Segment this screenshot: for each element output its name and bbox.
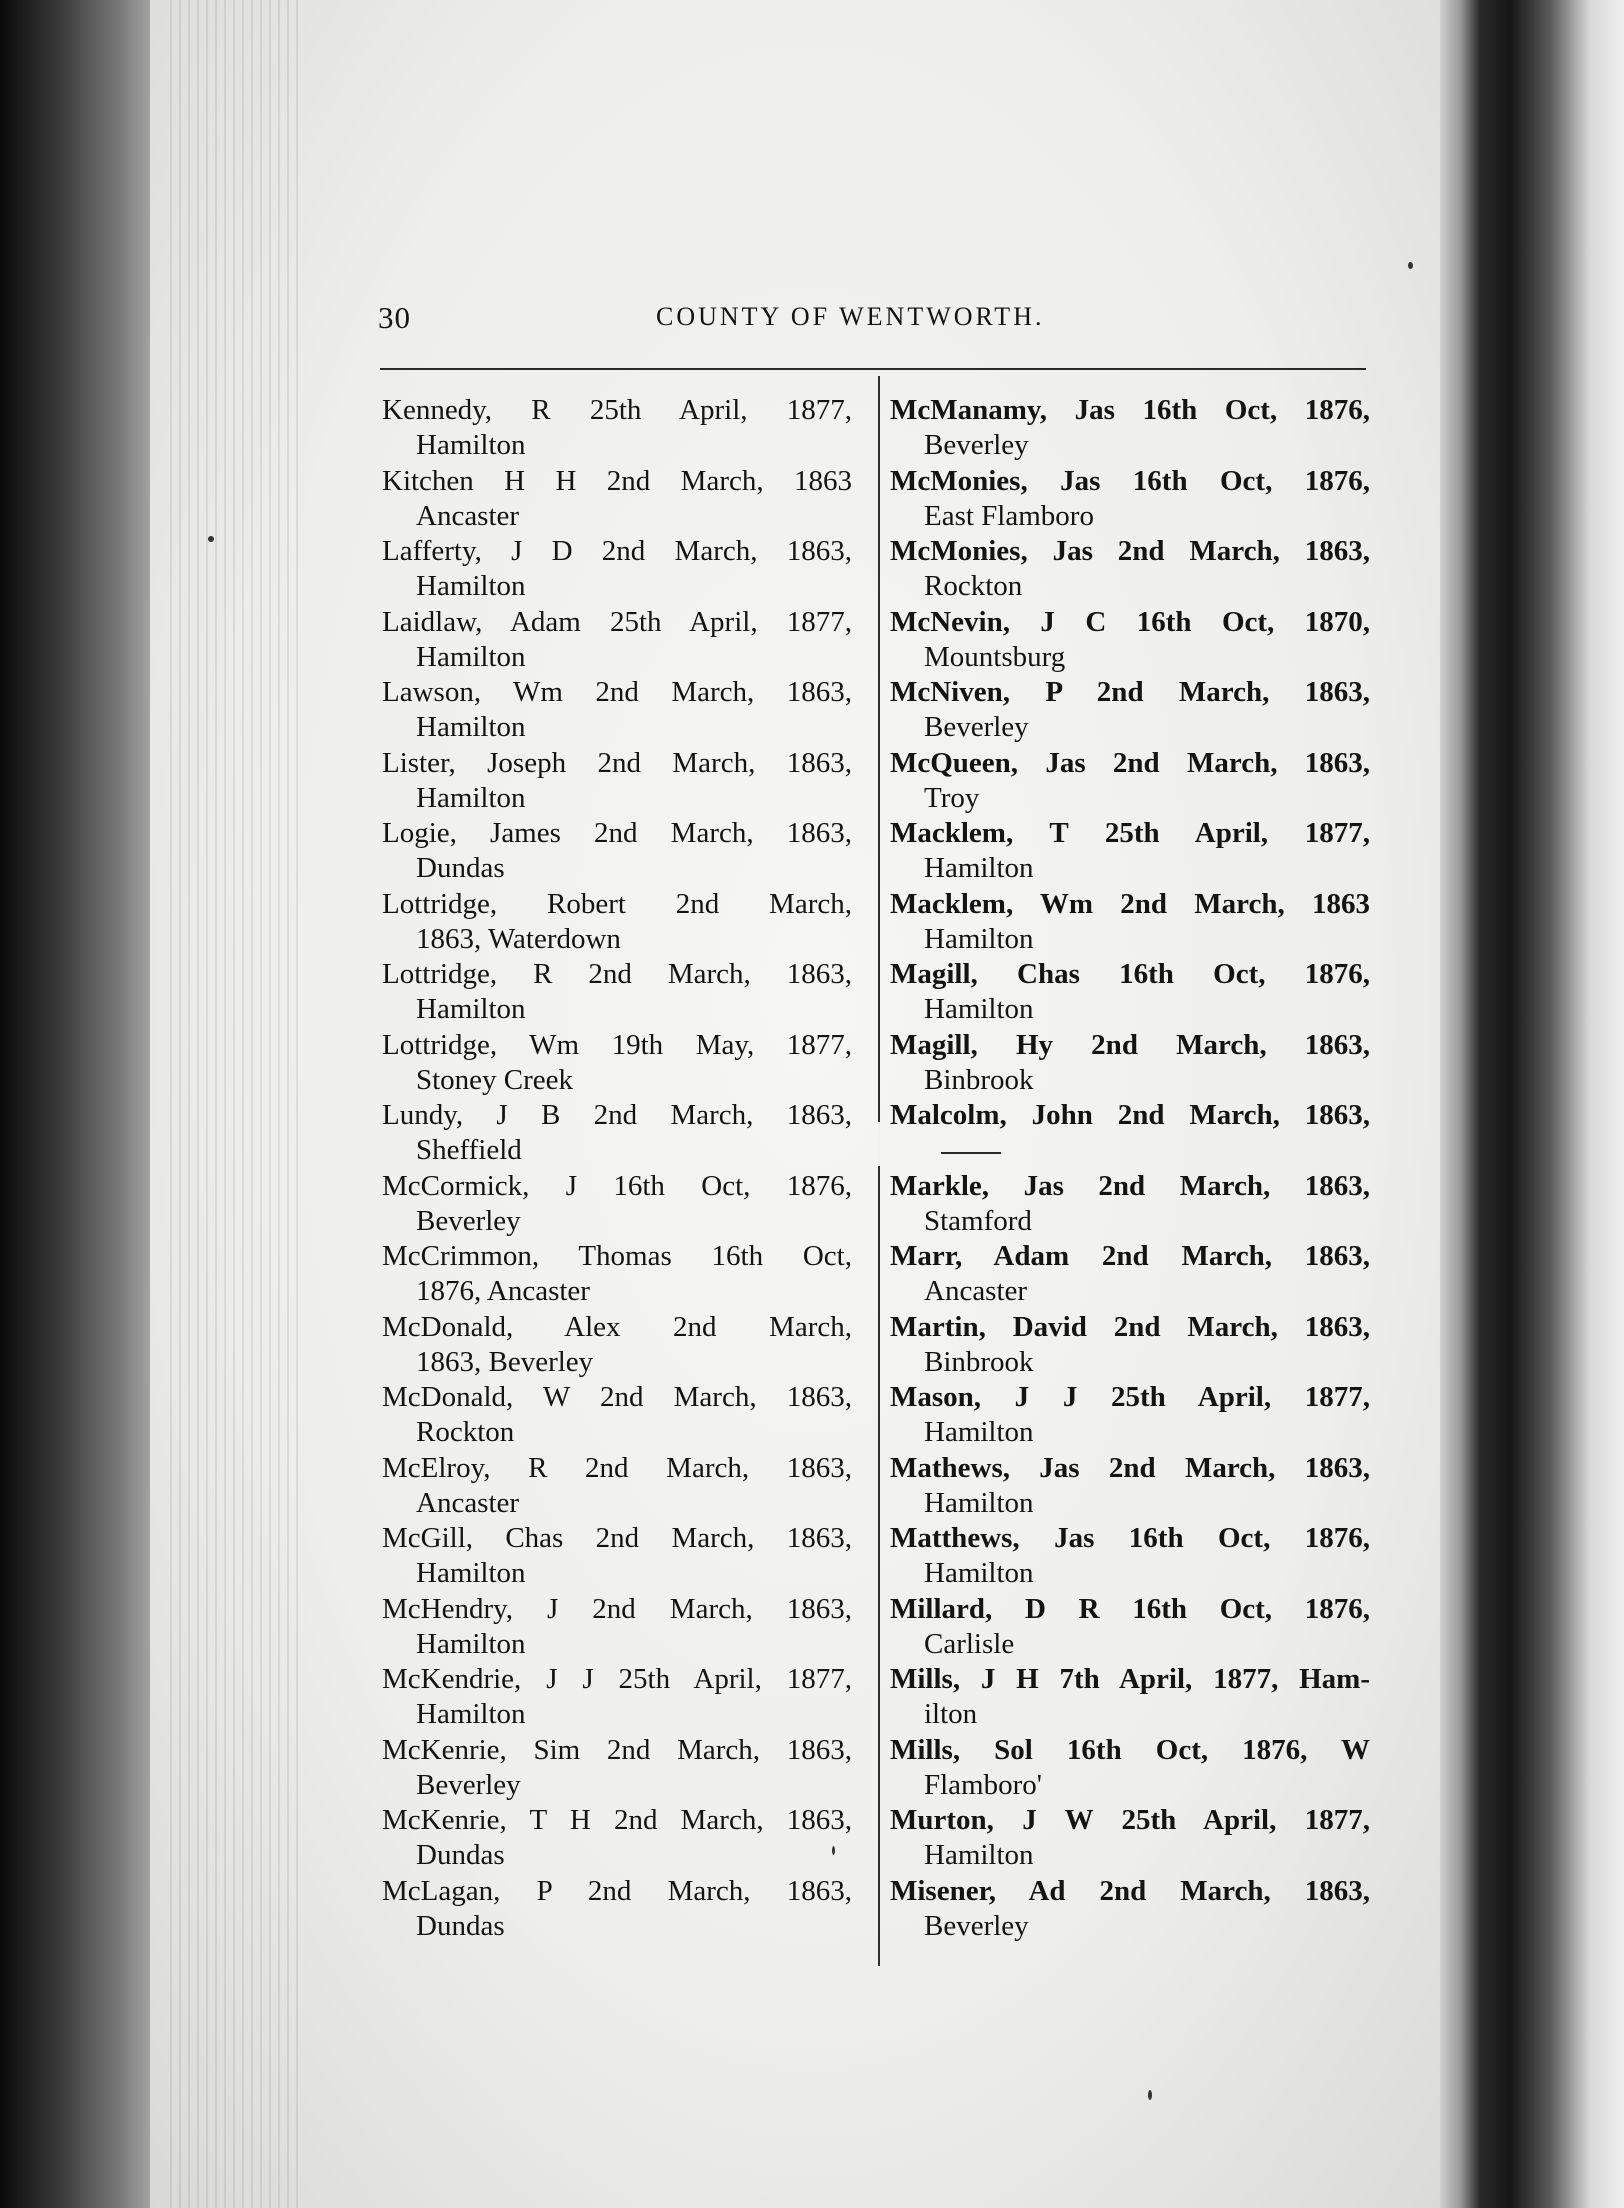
entry-line-2: ilton [924, 1698, 978, 1730]
directory-entry [382, 887, 852, 958]
entry-line-1: Lottridge, R 2nd March, 1863, [382, 958, 852, 990]
entry-line-2: Hamilton [416, 1698, 526, 1730]
entry-line-2: Beverley [924, 1909, 1029, 1942]
running-head [378, 300, 1370, 340]
entry-line-2: Troy [924, 781, 980, 814]
entry-line-1: Markle, Jas 2nd March, 1863, [890, 1169, 1370, 1202]
entry-line-1: McKendrie, J J 25th April, 1877, [382, 1663, 852, 1695]
entry-line-1: McMonies, Jas 16th Oct, 1876, [890, 464, 1370, 497]
directory-entry [382, 1098, 852, 1169]
entry-line-1: Murton, J W 25th April, 1877, [890, 1804, 1370, 1836]
entry-line-2: Hamilton [416, 1627, 526, 1660]
entry-line-2: Ancaster [924, 1275, 1028, 1307]
binding-shadow [1440, 0, 1624, 2208]
entry-line-1: Lawson, Wm 2nd March, 1863, [382, 676, 852, 708]
entry-line-1: Lafferty, J D 2nd March, 1863, [382, 535, 852, 567]
directory-entry [382, 1169, 852, 1240]
entry-line-2: Binbrook [924, 1345, 1034, 1378]
entry-line-2: 1863, Beverley [416, 1345, 594, 1378]
directory-entry [890, 1521, 1370, 1592]
entry-line-1: Lundy, J B 2nd March, 1863, [382, 1099, 852, 1131]
entry-line-2: Beverley [416, 1204, 521, 1237]
entry-line-1: McCormick, J 16th Oct, 1876, [382, 1169, 852, 1202]
entry-line-2: Hamilton [924, 852, 1034, 884]
directory-entry [890, 1803, 1370, 1874]
entry-line-1: Kitchen H H 2nd March, 1863 [382, 464, 852, 497]
directory-entry [890, 393, 1370, 464]
entry-line-2: Rockton [416, 1416, 515, 1448]
directory-entry [382, 816, 852, 887]
entry-line-1: Matthews, Jas 16th Oct, 1876, [890, 1522, 1370, 1554]
directory-entry [890, 534, 1370, 605]
entry-line-2: Hamilton [416, 640, 526, 673]
entry-line-1: McDonald, W 2nd March, 1863, [382, 1381, 852, 1413]
entry-line-1: Lottridge, Wm 19th May, 1877, [382, 1028, 852, 1061]
entry-line-2: Beverley [924, 429, 1029, 461]
entry-line-1: Malcolm, John 2nd March, 1863, [890, 1099, 1370, 1131]
entry-line-2: Hamilton [416, 570, 526, 602]
entry-line-2: Hamilton [924, 1557, 1034, 1589]
entry-line-2: Dundas [416, 1839, 505, 1871]
entry-line-2: 1863, Waterdown [416, 922, 621, 955]
entry-line-1: Macklem, Wm 2nd March, 1863 [890, 887, 1370, 920]
entry-line-1: McLagan, P 2nd March, 1863, [382, 1874, 852, 1907]
entry-line-1: Magill, Chas 16th Oct, 1876, [890, 958, 1370, 990]
directory-entry [890, 746, 1370, 817]
entry-line-1: McKenrie, Sim 2nd March, 1863, [382, 1733, 852, 1766]
directory-entry [890, 1380, 1370, 1451]
entry-line-1: Misener, Ad 2nd March, 1863, [890, 1874, 1370, 1907]
directory-entry [890, 1028, 1370, 1099]
entry-line-1: McHendry, J 2nd March, 1863, [382, 1592, 852, 1625]
column-divider [878, 376, 880, 1966]
directory-entry [890, 816, 1370, 887]
directory-entry [382, 1874, 852, 1945]
entry-line-1: McElroy, R 2nd March, 1863, [382, 1451, 852, 1484]
entry-line-2: Carlisle [924, 1627, 1015, 1660]
entry-line-1: McQueen, Jas 2nd March, 1863, [890, 746, 1370, 779]
entry-line-2: Stamford [924, 1204, 1032, 1237]
directory-entry [890, 675, 1370, 746]
entry-line-1: Mason, J J 25th April, 1877, [890, 1381, 1370, 1413]
entry-line-1: McMonies, Jas 2nd March, 1863, [890, 535, 1370, 567]
scan-speck [208, 536, 214, 542]
entry-line-1: Logie, James 2nd March, 1863, [382, 817, 852, 849]
entry-line-2: Hamilton [924, 922, 1034, 955]
entry-line-2: Sheffield [416, 1134, 522, 1166]
entry-line-2: Beverley [416, 1768, 521, 1801]
entry-line-2: Binbrook [924, 1063, 1034, 1096]
directory-entry [382, 1310, 852, 1381]
entry-line-1: Lister, Joseph 2nd March, 1863, [382, 746, 852, 779]
entry-line-2: Stoney Creek [416, 1063, 574, 1096]
right-column [890, 393, 1370, 1944]
entry-line-2: Mountsburg [924, 640, 1066, 673]
directory-entry [382, 746, 852, 817]
directory-entry [382, 1662, 852, 1733]
entry-line-1: Martin, David 2nd March, 1863, [890, 1310, 1370, 1343]
entry-line-2: Ancaster [416, 1486, 520, 1519]
entry-line-1: Mills, J H 7th April, 1877, Ham- [890, 1663, 1370, 1695]
entry-line-1: Laidlaw, Adam 25th April, 1877, [382, 605, 852, 638]
directory-entry [890, 887, 1370, 958]
entry-line-1: Lottridge, Robert 2nd March, [382, 887, 852, 920]
entry-line-2: East Flamboro [924, 499, 1094, 532]
entry-line-1: Marr, Adam 2nd March, 1863, [890, 1240, 1370, 1272]
entry-line-1: McDonald, Alex 2nd March, [382, 1310, 852, 1343]
scan-speck [1148, 2090, 1152, 2100]
entry-line-1: Kennedy, R 25th April, 1877, [382, 394, 852, 426]
entry-line-2: Rockton [924, 570, 1023, 602]
directory-entry [382, 957, 852, 1028]
directory-entry [890, 1662, 1370, 1733]
column-divider-gap [878, 1122, 880, 1166]
directory-entry [382, 534, 852, 605]
entry-line-2: Hamilton [924, 1839, 1034, 1871]
page-edge-stripes [170, 0, 300, 2208]
directory-entry [890, 1592, 1370, 1663]
directory-entry [890, 1098, 1370, 1169]
directory-entry [382, 393, 852, 464]
directory-entry [382, 1380, 852, 1451]
entry-line-1: McGill, Chas 2nd March, 1863, [382, 1522, 852, 1554]
entry-line-1: Mathews, Jas 2nd March, 1863, [890, 1451, 1370, 1484]
entry-line-2: Dundas [416, 852, 505, 884]
directory-entry [890, 957, 1370, 1028]
directory-entry [890, 1169, 1370, 1240]
entry-line-1: McCrimmon, Thomas 16th Oct, [382, 1240, 852, 1272]
directory-entry [890, 1451, 1370, 1522]
entry-line-2: Hamilton [416, 1557, 526, 1589]
entry-line-1: McNevin, J C 16th Oct, 1870, [890, 605, 1370, 638]
entry-line-2: 1876, Ancaster [416, 1275, 590, 1307]
page-number: 30 [378, 300, 411, 335]
left-column [382, 393, 852, 1944]
directory-entry [382, 1239, 852, 1310]
directory-entry [382, 1803, 852, 1874]
page-title: COUNTY OF WENTWORTH. [656, 302, 1045, 331]
directory-entry [382, 675, 852, 746]
entry-line-1: McManamy, Jas 16th Oct, 1876, [890, 394, 1370, 426]
entry-line-1: Millard, D R 16th Oct, 1876, [890, 1592, 1370, 1625]
entry-line-2: Hamilton [416, 429, 526, 461]
entry-line-2: Beverley [924, 711, 1029, 743]
scan-speck [1408, 262, 1413, 269]
header-rule [380, 368, 1366, 370]
directory-entry [382, 605, 852, 676]
directory-entry [382, 464, 852, 535]
entry-line-2: Hamilton [416, 711, 526, 743]
directory-entry [382, 1733, 852, 1804]
directory-entry [890, 1310, 1370, 1381]
scan-speck [832, 1846, 835, 1855]
entry-line-1: Mills, Sol 16th Oct, 1876, W [890, 1733, 1370, 1766]
entry-line-1: Macklem, T 25th April, 1877, [890, 817, 1370, 849]
entry-line-1: McNiven, P 2nd March, 1863, [890, 676, 1370, 708]
directory-entry [890, 1239, 1370, 1310]
entry-line-1: McKenrie, T H 2nd March, 1863, [382, 1804, 852, 1836]
directory-entry [382, 1451, 852, 1522]
entry-line-2: Hamilton [416, 781, 526, 814]
directory-entry [890, 464, 1370, 535]
directory-entry [382, 1592, 852, 1663]
entry-line-2: Hamilton [924, 993, 1034, 1025]
entry-line-2: Ancaster [416, 499, 520, 532]
directory-entry [890, 1874, 1370, 1945]
directory-entry [382, 1028, 852, 1099]
entry-line-2: Dundas [416, 1909, 505, 1942]
entry-line-2: Hamilton [924, 1486, 1034, 1519]
directory-entry [382, 1521, 852, 1592]
entry-line-2: Hamilton [416, 993, 526, 1025]
directory-entry [890, 605, 1370, 676]
entry-line-2: Hamilton [924, 1416, 1034, 1448]
directory-entry [890, 1733, 1370, 1804]
entry-line-2: Flamboro' [924, 1768, 1042, 1801]
entry-line-1: Magill, Hy 2nd March, 1863, [890, 1028, 1370, 1061]
